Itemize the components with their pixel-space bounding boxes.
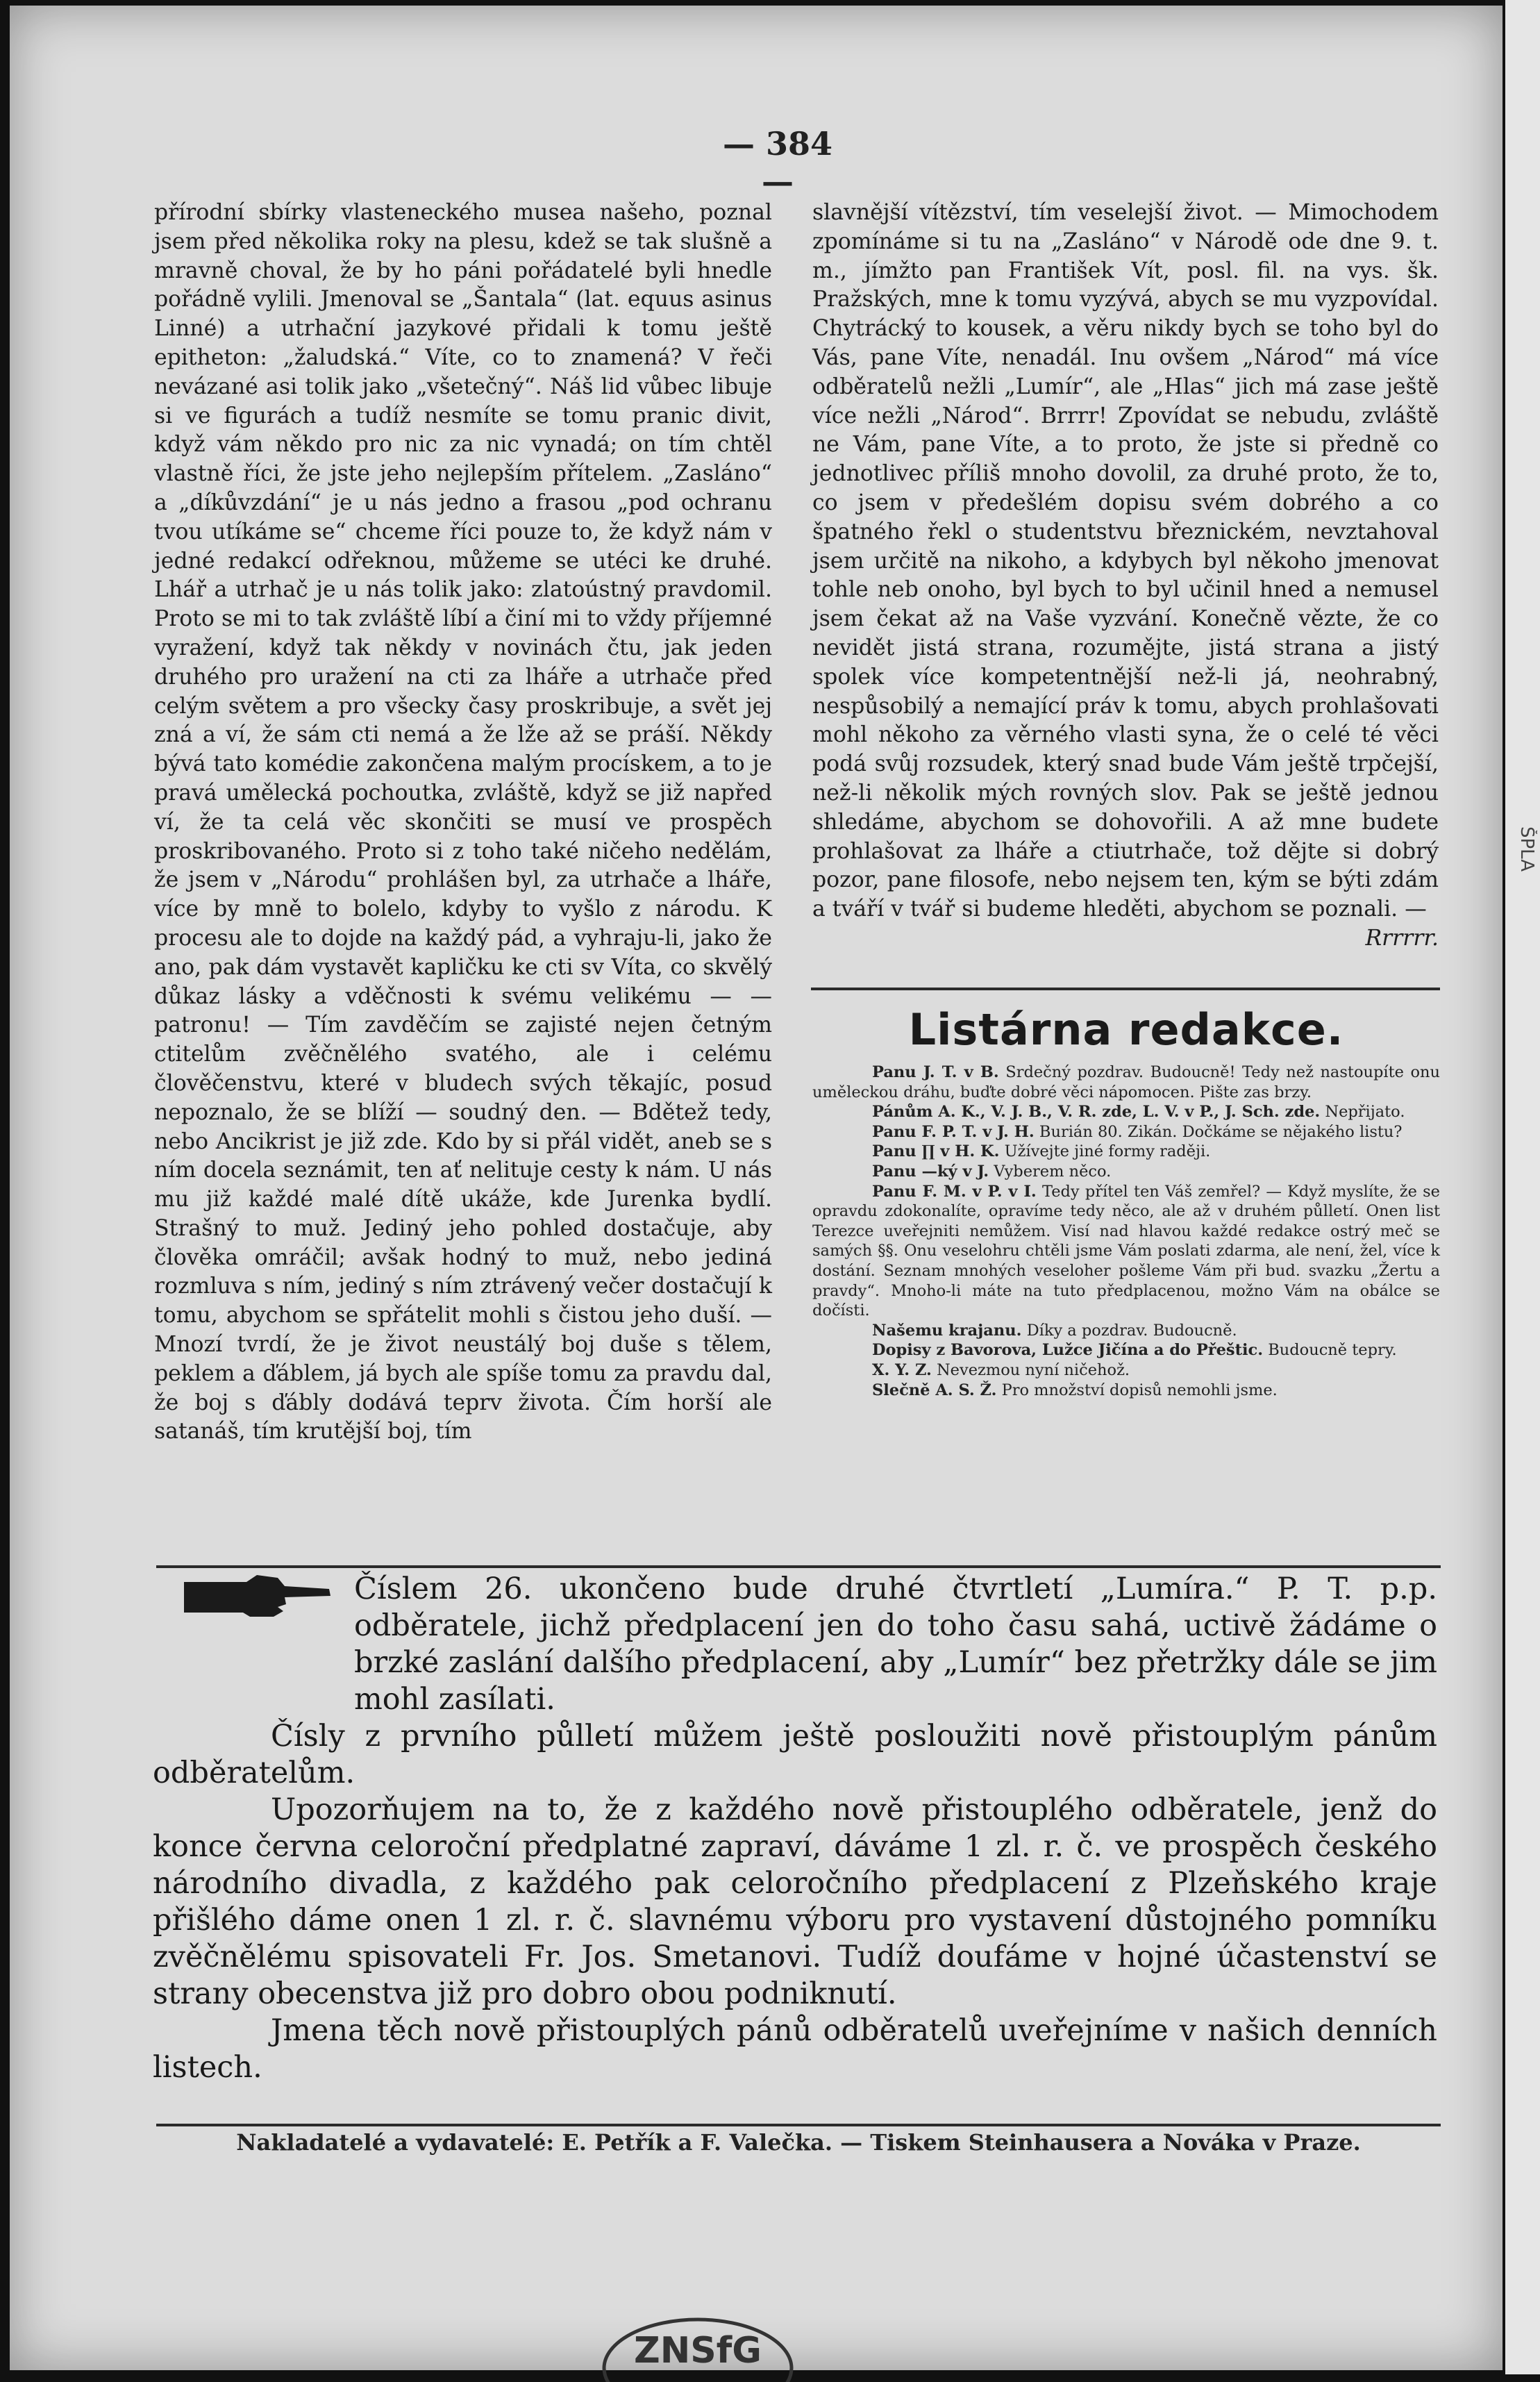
letter-recipient: Panu —ký v J.: [872, 1162, 989, 1181]
letter-entry: [812, 1102, 1440, 1122]
left-column: [154, 199, 772, 1539]
publisher-imprint: Nakladatelé a vydavatelé: E. Petřík a F. Valečka. — Tiskem Steinhausera a Nováka v Praze.: [236, 2129, 1361, 2156]
left-column-text: přírodní sbírky vlasteneckého musea našeho, poznal jsem před několika roky na plesu, kdež se tak slušně a mravně choval, že by ho páni pořádatelé byli hnedle pořádně vylili. Jmenoval se „Šantala“ (lat. equus asinus Linné) a utrhační jazykové přidali k tomu ještě epitheton: „žaludská.“ Víte, co to znamená? V řeči nevázané asi tolik jako „všetečný“. Náš lid vůbec libuje si ve figurách a tudíž nesmíte se tomu pranic divit, když vám někdo pro nic za nic vynadá; on tím chtěl vlastně říci, že jste jeho nejlepším přítelem. „Zasláno“ a „díkůvzdání“ je u nás jedno a frasou „pod ochranu tvou utíkáme se“ chceme říci pouze to, že když nám v jedné redakcí odřeknou, můžeme se utéci ke druhé. Lhář a utrhač je u nás tolik jako: zlatoústný pravdomil. Proto se mi to tak zvláště líbí a činí mi to vždy příjemné vyražení, když tak někdy v novinách čtu, jak jeden druhého pro uražení na cti za lháře a utrhače před celým světem a pro všecky časy proskribuje, a svět jej zná a ví, že sám cti nemá a že lže až se práší. Někdy bývá tato komédie zakončena malým procískem, a to je pravá umělecká pochoutka, zvláště, když se již napřed ví, že ta celá věc skončiti se musí ve prospěch proskribovaného. Proto si z toho také ničeho nedělám, že jsem v „Národu“ prohlášen byl, za utrhače a lháře, více by mně to bolelo, kdyby to vyšlo z národu. K procesu ale to dojde na každý pád, a vyhraju-li, jako že ano, pak dám vystavět kapličku ke cti sv Víta, co skvělý důkaz lásky a vděčnosti k svému velikému — — patronu! — Tím zavděčím se zajisté nejen četným ctitelům zvěčnělého svatého, ale i celému člověčenstvu, které v bludech svých těkajíc, posud nepoznalo, že se blíží — soudný den. — Bdětež tedy, nebo Ancikrist je již zde. Kdo by si přál vidět, aneb se s ním docela seznámit, ten ať nelituje cesty k nám. U nás mu již každé malé dítě ukáže, kde Jurenka bydlí. Strašný to muž. Jediný jeho pohled dostačuje, aby člověka omráčil; avšak hodný to muž, nebo jediná rozmluva s ním, jediný s ním ztrávený večer dostačují k tomu, abychom se spřátelit mohli s čistou jeho duší. — Mnozí tvrdí, že je život neustálý boj duše s tělem, peklem a ďáblem, já bych ale spíše tomu za pravdu dal, že boj s ďábly dodává teprv života. Čím horší ale satanáš, tím krutější boj, tím: [154, 200, 772, 1444]
right-column: [812, 199, 1439, 1004]
subscription-notice: [153, 1571, 1437, 2113]
letter-text: Díky a pozdrav. Budoucně.: [1026, 1321, 1237, 1340]
right-column-text: slavnější vítězství, tím veselejší život. — Mimochodem zpomínáme si tu na „Zasláno“ v Národě ode dne 9. t. m., jímžto pan František Vít, posl. fil. na vys. šk. Pražských, mne k tomu vyzývá, abych se mu vyzpovídal. Chytrácký to kousek, a věru nikdy bych se toho byl do Vás, pane Víte, nenadál. Inu ovšem „Národ“ má více odběratelů nežli „Lumír“, ale „Hlas“ jich má zase ještě více nežli „Národ“. Brrrr! Zpovídat se nebudu, zvláště ne Vám, pane Víte, a to proto, že jste si předně co jednotlivec příliš mnoho dovolil, za druhé proto, že to, co jsem v předešlém dopisu svém dobrého a co špatného řekl o studentstvu březnickém, nevztahoval jsem určitě na nikoho, a kdybych byl někoho jmenovat tohle neb onoho, byl bych to byl učinil hned a nemusel jsem čekat až na Vaše vyzvání. Konečně vězte, že co nevidět jistá strana, rozumějte, jistá strana a jistý spolek více kompetentnější než-li já, neohrabný, nespůsobilý a nemající práv k tomu, abych prohlašovati mohl někoho za věrného vlasti syna, že o celé té věci podá svůj rozsudek, který snad bude Vám ještě trpčejší, než-li několik mých rovných slov. Pak se ještě jednou shledáme, abychom se dohovořili. A až mne budete prohlašovat za lháře a ctiutrhače, tož dějte si dobrý pozor, pane filosofe, nebo nejsem ten, kým se býti zdám a tváří v tvář si budeme hleděti, abychom se poznali. —: [812, 200, 1439, 922]
letter-recipient: X. Y. Z.: [872, 1360, 932, 1379]
next-page-edge: [1505, 0, 1540, 2374]
letter-entry: [812, 1142, 1440, 1162]
letter-entry: [812, 1063, 1440, 1102]
notice-paragraph: Upozorňujem na to, že z každého nově přistouplého odběratele, jenž do konce června celoroční předplatné zapraví, dáváme 1 zl. r. č. ve prospěch českého národního divadla, z každého pak celoročního předplacení z Plzeňského kraje přišlého dáme onen 1 zl. r. č. slavnému výboru pro vystavení důstojného pomníku zvěčnělému spisovateli Fr. Jos. Smetanovi. Tudíž doufáme v hojné účastenství se strany obecenstva již pro dobro obou podniknutí.: [153, 1792, 1437, 2011]
letter-text: Užívejte jiné formy raději.: [1004, 1142, 1211, 1161]
letter-entry: [812, 1340, 1440, 1360]
letter-recipient: Panu F. P. T. v J. H.: [872, 1122, 1035, 1141]
notice-paragraph: Číslem 26. ukončeno bude druhé čtvrtletí „Lumíra.“ P. T. p.p. odběratele, jichž předplacení jen do toho času sahá, uctivě žádáme o brzké zaslání dalšího předplacení, aby „Lumír“ bez přetržky dále se jim mohl zasílati.: [354, 1572, 1437, 1717]
stamp-text: ZNSfG: [634, 2330, 762, 2372]
divider-rule: [156, 1565, 1441, 1568]
notice-paragraph: Jmena těch nově přistouplých pánů odběratelů uveřejníme v našich denních listech.: [153, 2013, 1437, 2085]
divider-rule: [811, 988, 1440, 990]
letter-entry: [812, 1360, 1440, 1381]
letter-text: Burián 80. Zikán. Dočkáme se nějakého listu?: [1039, 1122, 1403, 1141]
letter-text: Vyberem něco.: [994, 1162, 1112, 1181]
letter-entry: [812, 1321, 1440, 1341]
letter-recipient: Pánům A. K., V. J. B., V. R. zde, L. V. v P., J. Sch. zde.: [872, 1103, 1321, 1122]
letter-text: Nepřijato.: [1325, 1103, 1405, 1122]
letter-entry: [812, 1122, 1440, 1142]
letter-recipient: Panu J. T. v B.: [872, 1063, 999, 1081]
letter-text: Budoucně tepry.: [1268, 1341, 1397, 1360]
letter-text: Nevezmou nyní ničehož.: [936, 1360, 1130, 1379]
letter-entry: [812, 1182, 1440, 1321]
listarna-entries: [812, 1063, 1440, 1549]
author-signature: Rrrrrr.: [1365, 925, 1439, 951]
next-page-margin-fragment: ŠPLA: [1516, 826, 1537, 872]
listarna-title: Listárna redakce.: [908, 1004, 1344, 1055]
letter-entry: [812, 1381, 1440, 1401]
letter-recipient: Panu F. M. v P. v I.: [872, 1182, 1037, 1201]
letter-recipient: Našemu krajanu.: [872, 1321, 1022, 1340]
library-stamp: [597, 2313, 798, 2382]
letter-entry: [812, 1162, 1440, 1182]
letter-recipient: Dopisy z Bavorova, Lužce Jičína a do Přeštic.: [872, 1341, 1264, 1360]
letter-text: Srdečný pozdrav. Budoucně! Tedy než nastoupíte onu uměleckou dráhu, buďte dobré věci nápomocen. Pište zas brzy.: [812, 1063, 1440, 1101]
letter-text: Tedy přítel ten Váš zemřel? — Když myslíte, že se opravdu zdokonalíte, opravíme tedy něco, ale až v druhém půlletí. Onen list Terezce uveřejniti nemůžem. Visí nad hlavou každé redakce ostrý meč se samých §§. Onu veselohru chtěli jsme Vám poslati zdarma, ale není, žel, více k dostání. Seznam mnohých veseloher pošleme Vám při bud. svazku „Žertu a pravdy“. Mnoho-li máte na tuto předplacenou, možno Vám na obálce se dočísti.: [812, 1182, 1440, 1320]
letter-recipient: Panu ∏ v H. K.: [872, 1142, 1000, 1161]
letter-text: Pro množství dopisů nemohli jsme.: [1001, 1381, 1278, 1399]
notice-paragraph: Čísly z prvního půlletí můžem ještě posloužiti nově přistouplým pánům odběratelům.: [153, 1719, 1437, 1790]
letter-recipient: Slečně A. S. Ž.: [872, 1381, 997, 1399]
divider-rule: [156, 2124, 1441, 2126]
page-number: — 384 —: [722, 125, 833, 200]
